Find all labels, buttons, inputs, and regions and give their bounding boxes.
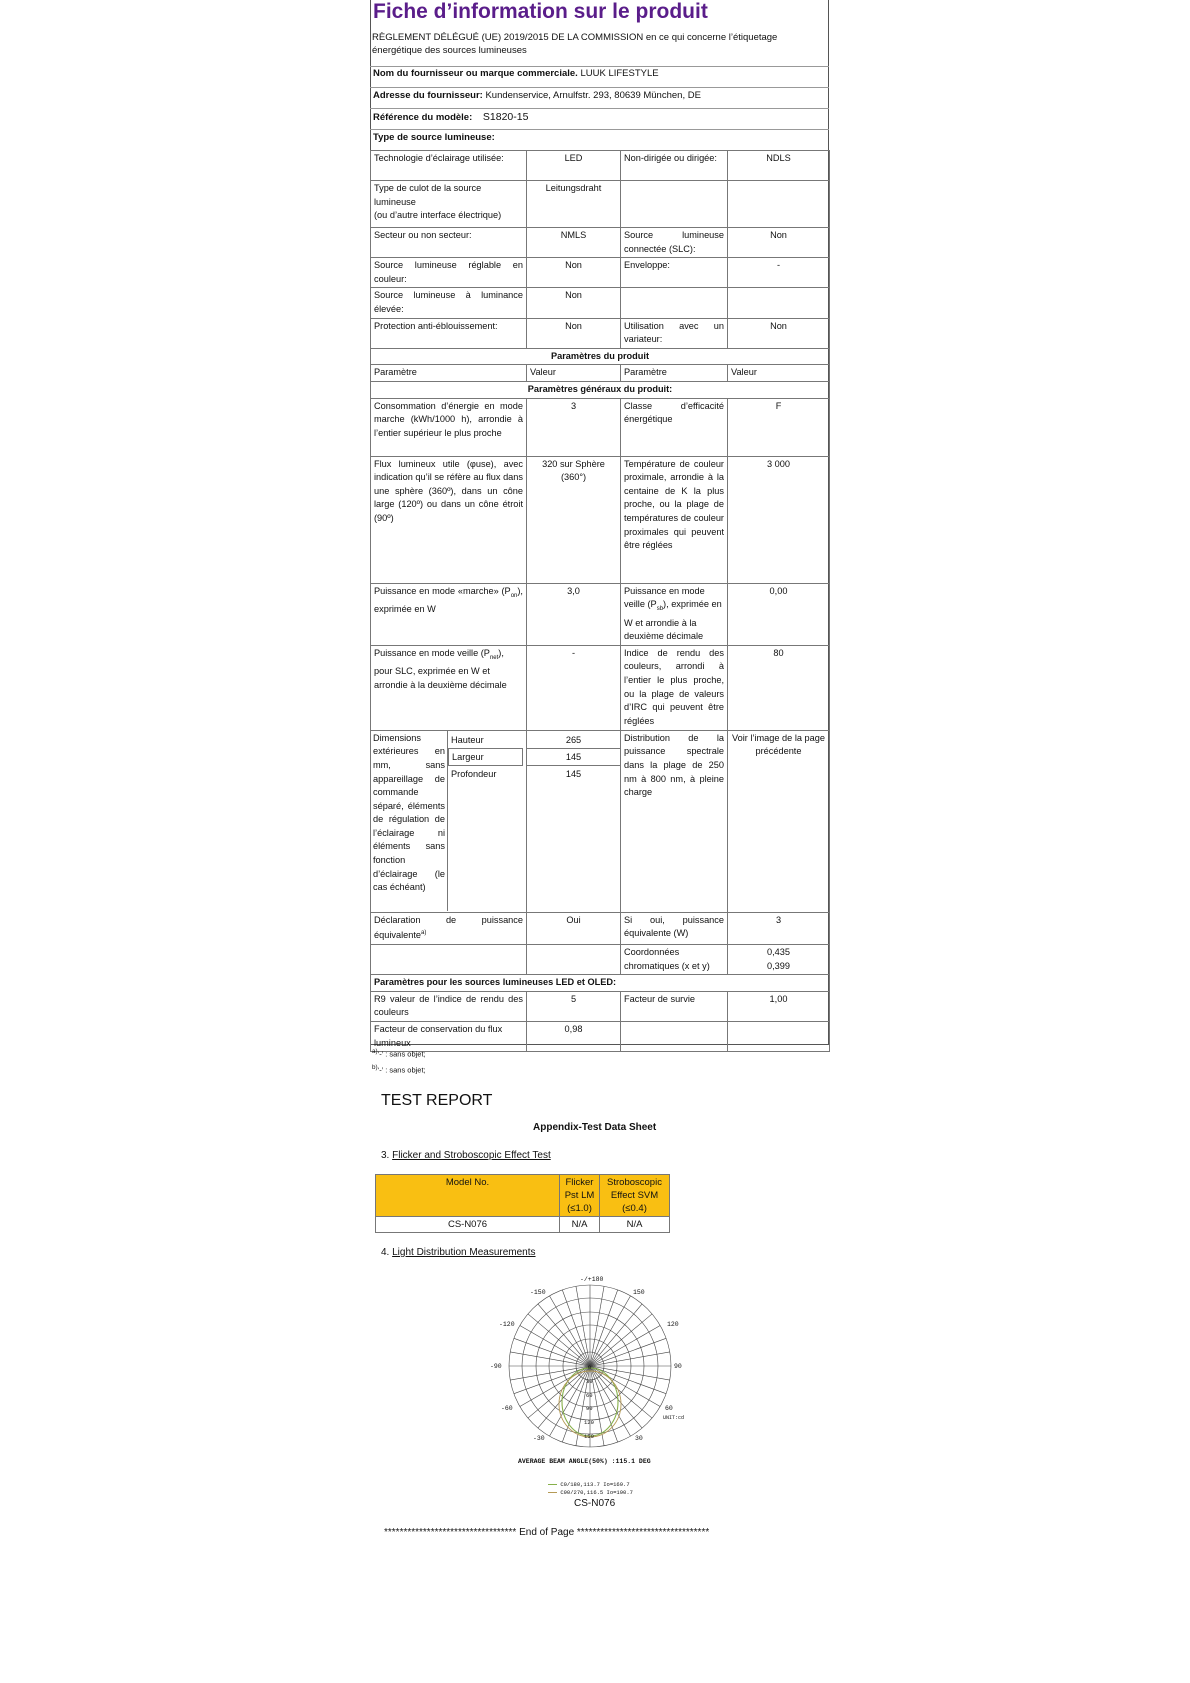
strobo-h1: Stroboscopic <box>607 1177 662 1188</box>
ring-60: 60 <box>586 1392 593 1399</box>
source-type-heading <box>373 132 495 143</box>
class-value: F <box>728 398 830 456</box>
height-label: Hauteur <box>451 734 484 745</box>
ring-150: 150 <box>584 1433 594 1440</box>
cap-label: Type de culot de la source lumineuse <box>374 183 482 207</box>
supplier-name-value: LUUK LIFESTYLE <box>580 68 659 79</box>
width-label: Largeur <box>448 748 523 766</box>
cri-value: 80 <box>728 645 830 730</box>
equiv-power-value: 3 <box>728 912 830 944</box>
psb-label <box>621 583 728 645</box>
equiv-label-text: Déclaration de puissance équivalente <box>374 914 523 941</box>
survival-value: 1,00 <box>728 991 830 1021</box>
flux-value: 320 sur Sphère (360°) <box>527 456 621 583</box>
pon-value: 3,0 <box>527 583 621 645</box>
supplier-name-row <box>373 68 659 79</box>
width-value: 145 <box>527 748 620 766</box>
angle-l120: -120 <box>499 1321 515 1328</box>
footnote-a-text: ‘-’ : sans objet; <box>377 1049 426 1059</box>
depth-label: Profondeur <box>451 768 497 779</box>
general-params-heading: Paramètres généraux du produit: <box>371 381 830 398</box>
psb-sub: sb <box>656 605 664 612</box>
cri-label: Indice de rendu des couleurs, arrondi à l’entier le plus proche, ou la plage de valeurs d’IRC qui peuvent être réglées <box>621 645 728 730</box>
pon-label <box>371 583 527 645</box>
section-4-number: 4. <box>381 1247 390 1258</box>
legend-c0 <box>548 1481 630 1488</box>
col-param-1: Paramètre <box>371 365 527 382</box>
envelope-label: Enveloppe: <box>621 258 728 288</box>
chroma-values <box>728 944 830 974</box>
footnote-b-mark: b) <box>372 1064 378 1071</box>
unit-label: UNIT:cd <box>663 1415 685 1421</box>
angle-l150: -150 <box>530 1289 546 1296</box>
angle-top: -/+180 <box>580 1276 604 1283</box>
colour-tunable-label: Source lumineuse réglable en couleur: <box>371 258 527 288</box>
tech-label: Technologie d’éclairage utilisée: <box>371 151 527 181</box>
product-params-heading: Paramètres du produit <box>371 348 830 365</box>
chroma-label: Coordonnées chromatiques (x et y) <box>621 944 728 974</box>
supplier-address-value: Kundenservice, Arnulfstr. 293, 80639 München, DE <box>485 90 701 101</box>
spd-value: Voir l’image de la page précédente <box>728 730 830 912</box>
pon-sub: on <box>510 592 518 599</box>
angle-r150: 150 <box>633 1289 645 1296</box>
cap-label-alt: (ou d’autre interface électrique) <box>374 210 502 221</box>
high-luminance-value: Non <box>527 288 621 318</box>
angle-l30: -30 <box>533 1435 545 1442</box>
col-param-2: Paramètre <box>621 365 728 382</box>
ring-30: 30 <box>586 1378 593 1385</box>
strobo-h2: Effect SVM <box>610 1190 659 1201</box>
footnote-a <box>372 1048 426 1059</box>
divider <box>370 129 829 130</box>
ring-90: 90 <box>586 1405 593 1412</box>
slc-label: Source lumineuse connectée (SLC): <box>621 228 728 258</box>
flicker-table <box>375 1174 670 1233</box>
end-of-page: ********************************** End of Page ********************************** <box>384 1527 710 1538</box>
cap-type-cell <box>371 181 527 228</box>
flicker-h2: Pst LM <box>564 1190 595 1201</box>
pnet-label-b: ), pour SLC, exprimée en W et arrondie à la deuxième décimale <box>374 647 507 690</box>
directional-label: Non-dirigée ou dirigée: <box>621 151 728 181</box>
flicker-h1: Flicker <box>565 1177 594 1188</box>
footnote-b <box>372 1064 426 1075</box>
height-value: 265 <box>565 734 582 745</box>
led-params-heading: Paramètres pour les sources lumineuses LED et OLED: <box>371 975 830 992</box>
slc-value: Non <box>728 228 830 258</box>
divider <box>370 66 829 67</box>
depth-value: 145 <box>565 768 582 779</box>
survival-label: Facteur de survie <box>621 991 728 1021</box>
supplier-address-label: Adresse du fournisseur: <box>373 90 483 101</box>
footnote-b-text: ‘-’ : sans objet; <box>377 1065 426 1075</box>
mains-label: Secteur ou non secteur: <box>371 228 527 258</box>
col-model-header: Model No. <box>376 1175 560 1217</box>
equiv-value: Oui <box>527 912 621 944</box>
lumen-maint-value: 0,98 <box>527 1021 621 1051</box>
angle-l60: -60 <box>501 1405 513 1412</box>
legend-c90 <box>548 1489 633 1496</box>
r9-label: R9 valeur de l’indice de rendu des couleurs <box>371 991 527 1021</box>
class-label: Classe d’efficacité énergétique <box>621 398 728 456</box>
section-3-heading <box>381 1150 551 1161</box>
model-reference-value: S1820-15 <box>482 111 529 123</box>
row-model: CS-N076 <box>376 1217 560 1233</box>
cap-value: Leitungsdraht <box>527 181 621 228</box>
section-4-heading <box>381 1247 536 1258</box>
dimmer-label: Utilisation avec un variateur: <box>621 318 728 348</box>
row-flicker: N/A <box>560 1217 600 1233</box>
ring-0: 0 <box>588 1364 592 1371</box>
pon-label-b: ), exprimée en W <box>374 585 523 614</box>
footnote-a-mark: a) <box>372 1048 378 1055</box>
tech-value: LED <box>527 151 621 181</box>
psb-label-a: Puissance en mode veille (P <box>624 585 705 610</box>
glare-label: Protection anti-éblouissement: <box>371 318 527 348</box>
pnet-value: - <box>527 645 621 730</box>
energy-label: Consommation d’énergie en mode marche (kWh/1000 h), arrondie à l’entier supérieur le plus proche <box>371 398 527 456</box>
dimmer-value: Non <box>728 318 830 348</box>
section-3-title: Flicker and Stroboscopic Effect Test <box>392 1150 551 1161</box>
equiv-label <box>371 912 527 944</box>
divider <box>370 108 829 109</box>
equiv-sup: a) <box>421 930 427 937</box>
psb-value: 0,00 <box>728 583 830 645</box>
ring-120: 120 <box>584 1419 594 1426</box>
test-report-title: TEST REPORT <box>381 1092 493 1109</box>
angle-r120: 120 <box>667 1321 679 1328</box>
row-strobo: N/A <box>600 1217 670 1233</box>
dimensions-label: Dimensions extérieures en mm, sans appareillage de commande séparé, éléments de régulation de l’éclairage ni éléments sans fonction d’éclairage (le cas échéant) <box>371 731 448 911</box>
diagram-model: CS-N076 <box>574 1498 616 1509</box>
energy-value: 3 <box>527 398 621 456</box>
chroma-y: 0,399 <box>767 960 790 971</box>
regulation-text: RÈGLEMENT DÉLÉGUÉ (UE) 2019/2015 DE LA COMMISSION en ce qui concerne l’étiquetage énergétique des sources lumineuses <box>372 32 778 56</box>
appendix-title: Appendix-Test Data Sheet <box>533 1122 657 1133</box>
col-value-2: Valeur <box>728 365 830 382</box>
source-type-label: Type de source lumineuse: <box>373 132 495 143</box>
section-4-title: Light Distribution Measurements <box>392 1247 536 1258</box>
supplier-name-label: Nom du fournisseur ou marque commerciale. <box>373 68 578 79</box>
col-strobo-header <box>600 1175 670 1217</box>
r9-value: 5 <box>527 991 621 1021</box>
spd-label: Distribution de la puissance spectrale dans la plage de 250 nm à 800 nm, à pleine charge <box>621 730 728 912</box>
col-value-1: Valeur <box>527 365 621 382</box>
dimensions-cell <box>371 730 527 912</box>
supplier-address-row <box>373 90 701 101</box>
cct-value: 3 000 <box>728 456 830 583</box>
colour-tunable-value: Non <box>527 258 621 288</box>
model-reference-label: Référence du modèle: <box>373 112 473 123</box>
flicker-h3: (≤1.0) <box>567 1203 592 1214</box>
pon-label-a: Puissance en mode «marche» (P <box>374 585 511 596</box>
pnet-sub: net <box>489 654 499 661</box>
pnet-label <box>371 645 527 730</box>
col-flicker-header <box>560 1175 600 1217</box>
envelope-value: - <box>728 258 830 288</box>
directional-value: NDLS <box>728 151 830 181</box>
lumen-maint-label: Facteur de conservation du flux lumineux <box>371 1021 527 1051</box>
flux-label: Flux lumineux utile (φuse), avec indication qu’il se réfère au flux dans une sphère (360º), dans un cône large (120º) ou dans un cône étroit (90º) <box>371 456 527 583</box>
legend-c0-text: C0/180,113.7 Io=169.7 <box>560 1481 630 1488</box>
dimensions-values <box>527 730 621 912</box>
model-reference-row <box>373 111 528 123</box>
equiv-power-label: Si oui, puissance équivalente (W) <box>621 912 728 944</box>
pnet-label-a: Puissance en mode veille (P <box>374 647 490 658</box>
angle-r30: 30 <box>635 1435 643 1442</box>
average-beam-angle: AVERAGE BEAM ANGLE(50%) :115.1 DEG <box>518 1458 651 1465</box>
mains-value: NMLS <box>527 228 621 258</box>
cct-label: Température de couleur proximale, arrondie à la centaine de K la plus proche, ou la plage de températures de couleur proximales qui peuvent être réglées <box>621 456 728 583</box>
angle-r60: 60 <box>665 1405 673 1412</box>
section-3-number: 3. <box>381 1150 390 1161</box>
page-title: Fiche d’information sur le produit <box>373 0 708 23</box>
source-type-table <box>370 150 830 1052</box>
strobo-h3: (≤0.4) <box>622 1203 647 1214</box>
angle-r90: 90 <box>674 1363 682 1370</box>
polar-diagram <box>475 1276 705 1458</box>
angle-l90: -90 <box>490 1363 502 1370</box>
glare-value: Non <box>527 318 621 348</box>
chroma-x: 0,435 <box>767 946 790 957</box>
divider <box>370 87 829 88</box>
legend-c90-text: C90/270,116.5 Io=190.7 <box>560 1489 633 1496</box>
psb-label-b: ), exprimée en W et arrondie à la deuxième décimale <box>624 599 722 642</box>
high-luminance-label: Source lumineuse à luminance élevée: <box>371 288 527 318</box>
